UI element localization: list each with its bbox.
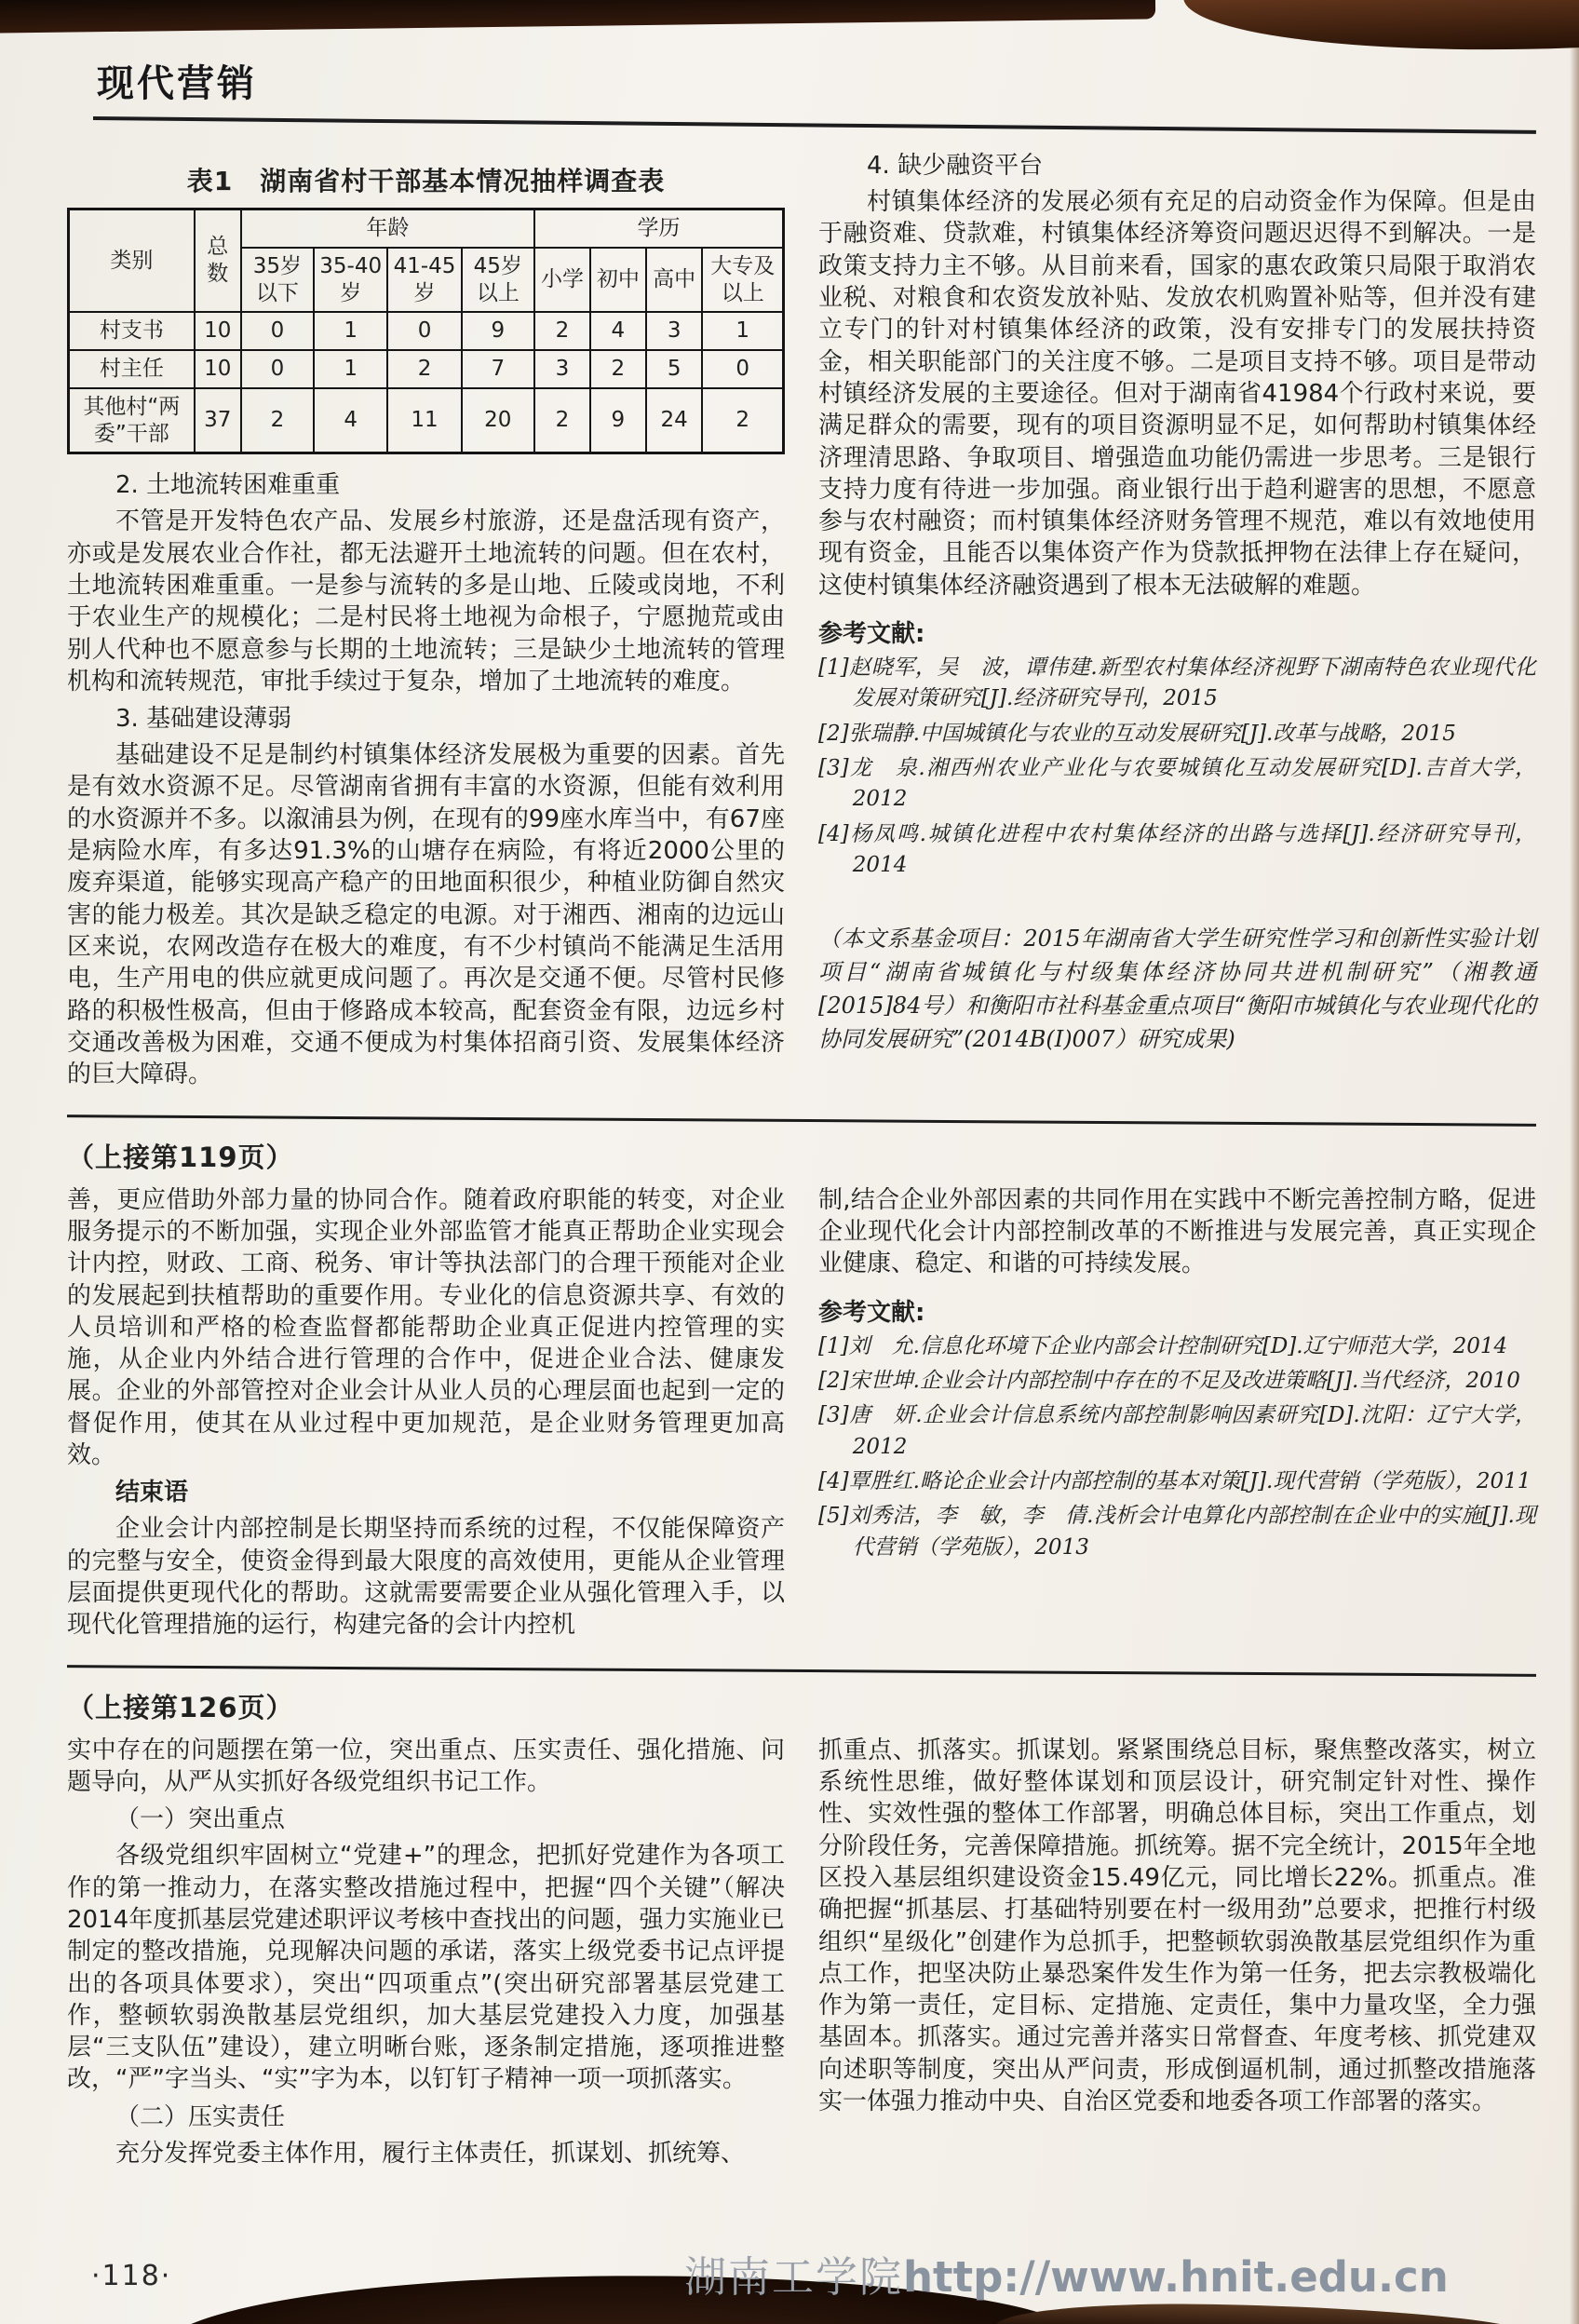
table-cell: 24 [646,388,703,453]
reference-item: [2]张瑞静.中国城镇化与农业的互动发展研究[J].改革与战略，2015 [818,721,1456,746]
table-cell: 9 [462,312,534,350]
table-cell: 2 [387,350,461,388]
conclusion-heading: 结束语 [115,1479,189,1507]
reference-item: [3]龙 泉.湘西州农业产业化与农要城镇化互动发展研究[D].吉首大学，2012 [818,756,1536,812]
reference-item: [4]杨凤鸣.城镇化进程中农村集体经济的出路与选择[J].经济研究导刊，2014 [818,821,1536,878]
reference-item: [1]刘 允.信息化环境下企业内部会计控制研究[D].辽宁师范大学，2014 [818,1333,1508,1358]
table-header-age-under35: 35岁以下 [241,248,314,313]
table-cell: 2 [590,350,646,388]
table-cell: 37 [195,388,241,453]
table-header-edu-junior: 初中 [590,248,646,313]
table-cell: 3 [534,350,590,388]
watermark-institution: 湖南工学院 [684,2252,904,2302]
table-cell: 2 [241,388,314,453]
table-cell: 7 [462,350,534,388]
footer-watermark [684,2243,1449,2304]
continuation-p126 [67,1687,1536,2173]
survey-table [67,208,785,454]
table-cell: 0 [387,312,461,350]
page-number: ·118· [91,2260,172,2292]
section-body-infrastructure: 基础建设不足是制约村镇集体经济发展极为重要的因素。首先是有效水资源不足。尽管湖南省拥有丰富的水资源，但能有效利用的水资源并不多。以溆浦县为例，在现有的99座水库当中，有67座是病险水库，有多达91.3%的山塘存在病险，有将近2000公里的废弃渠道，能够实现高产稳产的田地面积很少，种植业防御自然灾害的能力极差。其次是缺乏稳定的电源。对于湘西、湘南的边远山区来说，农网改造存在极大的难度，有不少村镇尚不能满足生活用电，生产用电的供应就更成问题了。再次是交通不便。尽管村民修路的积极性极高，但由于修路成本较高，配套资金有限，边远乡村交通改善极为困难，交通不便成为村集体招商引资、发展集体经济的巨大障碍。 [67,741,785,1089]
continuation-p126-right [818,1735,1536,2173]
table-cell: 0 [241,312,314,350]
continuation-p126-columns [67,1735,1536,2173]
watermark-url: http://www.hnit.edu.cn [903,2252,1449,2302]
scan-edge-right [1570,0,1579,2324]
table-cell: 20 [462,388,534,453]
fund-project-note: （本文系基金项目：2015年湖南省大学生研究性学习和创新性实验计划项目“湖南省城镇化与村级集体经济协同共进机制研究”（湘教通[2015]84号）和衡阳市社科基金重点项目“衡阳市城镇化与农业现代化的协同发展研究”(2014B(Ⅰ)007）研究成果) [818,926,1536,1053]
section-body-financing: 村镇集体经济的发展必须有充足的启动资金作为保障。但是由于融资难、贷款难，村镇集体经济筹资问题迟迟得不到解决。一是政策支持力主不够。从目前来看，国家的惠农政策只局限于取消农业税、对粮食和农资发放补贴、发放农机购置补贴等，但并没有建立专门的针对村镇集体经济的政策，没有安排专门的发展扶持资金，相关职能部门的关注度不够。二是项目支持不够。项目是带动村镇经济发展的主要途径。但对于湖南省41984个行政村来说，要满足群众的需要，现有的项目资源明显不足，如何帮助村镇集体经济理清思路、争取项目、增强造血功能仍需进一步思考。三是银行支持力度有待进一步加强。商业银行出于趋利避害的思想，不愿意参与农村融资；而村镇集体经济财务管理不规范，难以有效地使用现有资金，且能否以集体资产作为贷款抵押物在法律上存在疑问，这使村镇集体经济融资遇到了根本无法破解的难题。 [818,188,1536,600]
reference-item: [5]刘秀洁，李 敏，李 倩.浅析会计电算化内部控制在企业中的实施[J].现代营销（学苑版），2013 [818,1504,1536,1560]
table-header-total: 总数 [195,209,241,313]
table-header-edu-senior: 高中 [646,248,703,313]
table-cell: 1 [702,312,783,350]
table-cell: 1 [314,312,387,350]
references-label: 参考文献: [818,620,925,649]
table-cell: 村主任 [69,350,195,388]
continuation-p119-right [818,1184,1536,1645]
table-header-category: 类别 [69,209,195,313]
table-cell: 9 [590,388,646,453]
continuation-label-p119: （上接第119页） [67,1141,294,1173]
table-cell: 0 [241,350,314,388]
section-divider [67,1665,1536,1677]
reference-item: [1]赵晓军，吴 波，谭伟建.新型农村集体经济视野下湖南特色农业现代化发展对策研究[J].经济研究导刊，2015 [818,655,1536,711]
continuation-paragraph: 抓重点、抓落实。抓谋划。紧紧围绕总目标，聚焦整改落实，树立系统性思维，做好整体谋划和顶层设计，研究制定针对性、操作性、实效性强的整体工作部署，明确总体目标，突出工作重点，划分阶段任务，完善保障措施。抓统筹。据不完全统计，2015年全地区投入基层组织建设资金15.49亿元，同比增长22%。抓重点。准确把握“抓基层、打基础特别要在村一级用劲”总要求，把推行村级组织“星级化”创建作为总抓手，把整顿软弱涣散基层党组织作为重点工作，把坚决防止暴恐案件发生作为第一任务，把去宗教极端化作为第一责任，定目标、定措施、定责任，集中力量攻坚，全力强基固本。抓落实。通过完善并落实日常督查、年度考核、抓党建双向述职等制度，突出从严问责，形成倒逼机制，通过抓整改措施落实一体强力推动中央、自治区党委和地委各项工作部署的落实。 [818,1736,1536,2116]
subsection-heading-responsibility: （二）压实责任 [115,2102,286,2131]
conclusion-paragraph: 企业会计内部控制是长期坚持而系统的过程，不仅能保障资产的完整与安全，使资金得到最大限度的高效使用，更能从企业管理层面提供更现代化的帮助。这就需要需要企业从强化管理入手，以现代化管理措施的运行，构建完备的会计内控机 [67,1515,785,1640]
top-article-right-column [818,144,1536,1095]
continuation-p119-columns [67,1184,1536,1645]
subsection-paragraph: 各级党组织牢固树立“党建+”的理念，把抓好党建作为各项工作的第一推动力，在落实整改措施过程中，把握“四个关键”（解决2014年度抓基层党建述职评议考核中查找出的问题，强力实施业已制定的整改措施，兑现解决问题的承诺，落实上级党委书记点评提出的各项具体要求），突出“四项重点”(突出研究部署基层党建工作，整顿软弱涣散基层党组织，加大基层党建投入力度，加强基层“三支队伍”建设），建立明晰台账，逐条制定措施，逐项推进整改，“严”字当头、“实”字为本，以钉钉子精神一项一项抓落实。 [67,1842,785,2094]
continuation-p119-left [67,1184,785,1645]
header-rule [93,116,1536,134]
table-header-edu-primary: 小学 [534,248,590,313]
table-cell: 其他村“两委”干部 [69,388,195,453]
reference-item: [2]宋世坤.企业会计内部控制中存在的不足及改进策略[J].当代经济，2010 [818,1368,1520,1393]
article-village-economy [67,144,1536,1095]
table-caption: 表1 湖南省村干部基本情况抽样调查表 [186,166,666,196]
survey-table-body [69,312,784,453]
table-cell: 村支书 [69,312,195,350]
table-cell: 4 [314,388,387,453]
table-cell: 11 [387,388,461,453]
section-divider [67,1115,1536,1127]
references-list [818,1331,1536,1563]
section-heading-infrastructure: 3. 基础建设薄弱 [115,705,292,734]
table-cell: 10 [195,312,241,350]
table-header-age-over45: 45岁以上 [462,248,534,313]
section-body-land-transfer: 不管是开发特色农产品、发展乡村旅游，还是盘活现有资产，亦或是发展农业合作社，都无法避开土地流转的问题。但在农村，土地流转困难重重。一是参与流转的多是山地、丘陵或岗地，不利于农业生产的规模化；二是村民将土地视为命根子，宁愿抛荒或由别人代种也不愿意参与长期的土地流转；三是缺少土地流转的管理机构和流转规范，审批手续过于复杂，增加了土地流转的难度。 [67,507,785,696]
table-cell: 5 [646,350,703,388]
table-row [69,312,784,350]
continuation-paragraph: 实中存在的问题摆在第一位，突出重点、压实责任、强化措施、问题导向，从严从实抓好各级党组织书记工作。 [67,1736,785,1796]
journal-header [67,41,1536,113]
section-heading-land-transfer: 2. 土地流转困难重重 [115,471,341,500]
table-row [69,350,784,388]
reference-item: [3]唐 妍.企业会计信息系统内部控制影响因素研究[D].沈阳：辽宁大学，2012 [818,1403,1536,1459]
table-cell: 2 [534,388,590,453]
continuation-p126-left [67,1735,785,2173]
table-header-age-41-45: 41-45岁 [387,248,461,313]
top-article-left-column [67,144,785,1095]
table-header-edu-group: 学历 [534,209,784,248]
references-label: 参考文献: [818,1298,925,1327]
section-heading-financing: 4. 缺少融资平台 [867,152,1044,180]
table-row [69,388,784,453]
scan-edge-bottom-tail [996,2300,1536,2324]
references-list [818,653,1536,881]
subsection-paragraph: 充分发挥党委主体作用，履行主体责任，抓谋划、抓统筹、 [115,2139,746,2168]
continuation-p119 [67,1137,1536,1645]
table-cell: 4 [590,312,646,350]
table-cell: 3 [646,312,703,350]
table-header-age-group: 年龄 [241,209,534,248]
table-cell: 2 [534,312,590,350]
continuation-paragraph: 制,结合企业外部因素的共同作用在实践中不断完善控制方略，促进企业现代化会计内部控制改革的不断推进与发展完善，真正实现企业健康、稳定、和谐的可持续发展。 [818,1185,1536,1278]
continuation-label-p126: （上接第126页） [67,1691,294,1723]
table-cell: 2 [702,388,783,453]
table-cell: 0 [702,350,783,388]
table-header-age-35-40: 35-40岁 [314,248,387,313]
continuation-paragraph: 善，更应借助外部力量的协同合作。随着政府职能的转变，对企业服务提示的不断加强，实现企业外部监管才能真正帮助企业实现会计内控，财政、工商、税务、审计等执法部门的合理干预能对企业的发展起到扶植帮助的重要作用。专业化的信息资源共享、有效的人员培训和严格的检查监督都能帮助企业真正促进内控管理的实施，从企业内外结合进行管理的合作中，促进企业合法、健康发展。企业的外部管控对企业会计从业人员的心理层面也起到一定的督促作用，使其在从业过程中更加规范，是企业财务管理更加高效。 [67,1185,785,1470]
journal-title: 现代营销 [97,62,257,105]
table-cell: 10 [195,350,241,388]
table-cell: 1 [314,350,387,388]
reference-item: [4]覃胜红.略论企业会计内部控制的基本对策[J].现代营销（学苑版），2011 [818,1468,1532,1493]
table-header-edu-college: 大专及以上 [702,248,783,313]
survey-table-head [69,209,784,313]
subsection-heading-highlight: （一）突出重点 [115,1805,286,1834]
